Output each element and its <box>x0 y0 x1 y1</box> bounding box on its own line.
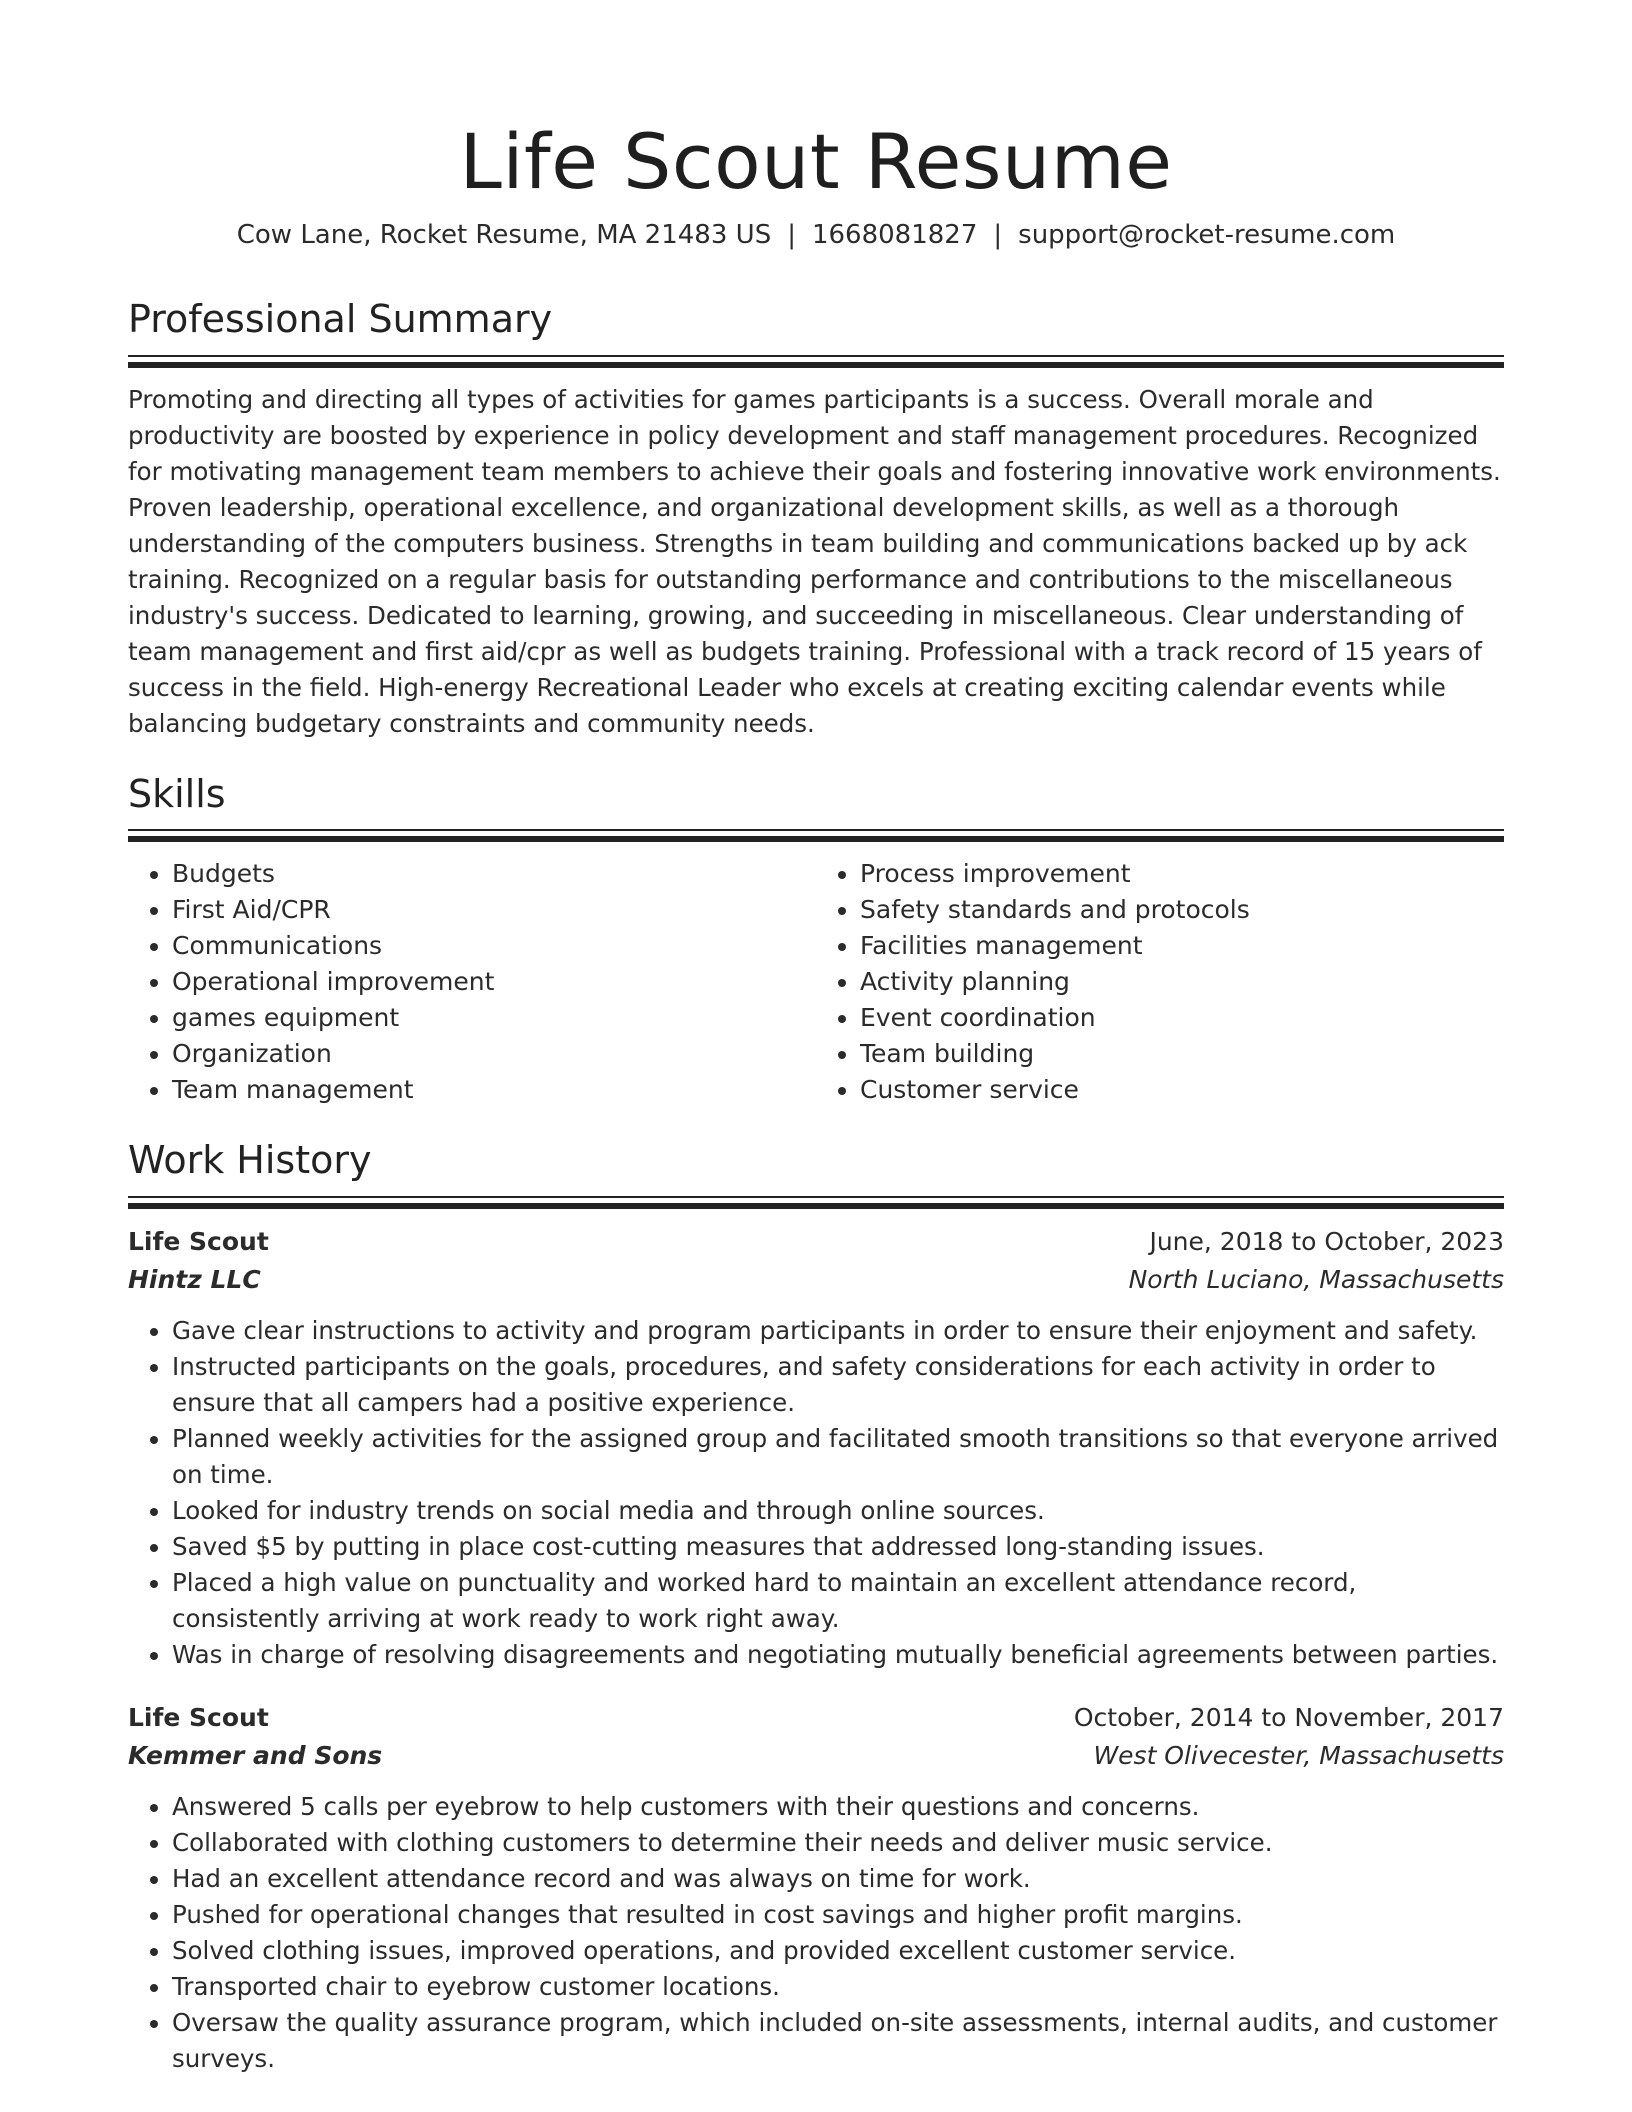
job-location: West Olivecester, Massachusetts <box>1093 1740 1504 1770</box>
skill-item: • Customer service <box>860 1072 1504 1108</box>
job-company: Kemmer and Sons <box>128 1740 383 1770</box>
job-bullets <box>128 1313 1504 1673</box>
contact-line <box>128 219 1504 253</box>
job-entry <box>128 1699 1504 2077</box>
contact-phone: 1668081827 <box>811 220 978 251</box>
skill-item: • Process improvement <box>860 856 1504 892</box>
skills-columns <box>128 856 1504 1108</box>
job-bullets <box>128 1789 1504 2077</box>
skill-item: • Operational improvement <box>172 964 816 1000</box>
skill-item: • Budgets <box>172 856 816 892</box>
job-bullet: • Was in charge of resolving disagreements and negotiating mutually beneficial agreements between parties. <box>172 1637 1504 1673</box>
skill-item: • Event coordination <box>860 1000 1504 1036</box>
summary-text: Promoting and directing all types of activities for games participants is a success. Overall morale and productivity are boosted by experience in policy development and staff management procedures. Recognized for motivating management team members to achieve their goals and fostering innovative work environments. Proven leadership, operational excellence, and organizational development skills, as well as a thorough understanding of the computers business. Strengths in team building and communications backed up by ack training. Recognized on a regular basis for outstanding performance and contributions to the miscellaneous industry's success. Dedicated to learning, growing, and succeeding in miscellaneous. Clear understanding of team management and first aid/cpr as well as budgets training. Professional with a track record of 15 years of success in the field. High-energy Recreational Leader who excels at creating exciting calendar events while balancing budgetary constraints and community needs. <box>128 384 1501 738</box>
job-bullet: • Answered 5 calls per eyebrow to help customers with their questions and concerns. <box>172 1789 1504 1825</box>
skill-item: • Facilities management <box>860 928 1504 964</box>
contact-email: support@rocket-resume.com <box>1018 220 1396 251</box>
skill-item: • Team building <box>860 1036 1504 1072</box>
contact-separator: | <box>787 220 796 251</box>
skill-item: • Organization <box>172 1036 816 1072</box>
summary-section <box>128 297 1504 742</box>
section-divider <box>128 1196 1504 1209</box>
job-company-row <box>128 1737 1504 1775</box>
skill-item: • games equipment <box>172 1000 816 1036</box>
job-bullet: • Oversaw the quality assurance program, which included on-site assessments, internal audits, and customer surveys. <box>172 2005 1504 2077</box>
skill-item: • Safety standards and protocols <box>860 892 1504 928</box>
work-heading: Work History <box>128 1138 372 1183</box>
job-title: Life Scout <box>128 1226 269 1256</box>
skills-heading: Skills <box>128 771 226 816</box>
job-bullet: • Collaborated with clothing customers to determine their needs and deliver music service. <box>172 1825 1504 1861</box>
job-dates: October, 2014 to November, 2017 <box>1073 1702 1504 1732</box>
job-company-row <box>128 1261 1504 1299</box>
job-title: Life Scout <box>128 1702 269 1732</box>
job-bullet: • Had an excellent attendance record and was always on time for work. <box>172 1861 1504 1897</box>
skills-right-list <box>816 856 1504 1108</box>
job-bullet: • Solved clothing issues, improved operations, and provided excellent customer service. <box>172 1933 1504 1969</box>
job-header-row <box>128 1699 1504 1737</box>
job-bullet: • Gave clear instructions to activity and program participants in order to ensure their enjoyment and safety. <box>172 1313 1504 1349</box>
skills-section <box>128 772 1504 1109</box>
section-divider <box>128 829 1504 842</box>
skills-left-list <box>128 856 816 1108</box>
job-bullet: • Placed a high value on punctuality and worked hard to maintain an excellent attendance record, consistently arriving at work ready to work right away. <box>172 1565 1504 1637</box>
job-dates: June, 2018 to October, 2023 <box>1149 1226 1504 1256</box>
job-header-row <box>128 1223 1504 1261</box>
job-bullet: • Planned weekly activities for the assigned group and facilitated smooth transitions so that everyone arrived on time. <box>172 1421 1504 1493</box>
work-section <box>128 1138 1504 2077</box>
contact-separator: | <box>993 220 1003 251</box>
job-bullet: • Transported chair to eyebrow customer locations. <box>172 1969 1504 2005</box>
job-bullet: • Saved $5 by putting in place cost-cutting measures that addressed long-standing issues. <box>172 1529 1504 1565</box>
job-bullet: • Instructed participants on the goals, procedures, and safety considerations for each activity in order to ensure that all campers had a positive experience. <box>172 1349 1504 1421</box>
job-bullet: • Looked for industry trends on social media and through online sources. <box>172 1493 1504 1529</box>
skill-item: • Activity planning <box>860 964 1504 1000</box>
job-company: Hintz LLC <box>128 1264 261 1294</box>
section-divider <box>128 355 1504 368</box>
summary-heading: Professional Summary <box>128 297 553 342</box>
job-bullet: • Pushed for operational changes that resulted in cost savings and higher profit margins. <box>172 1897 1504 1933</box>
resume-name: Life Scout Resume <box>459 117 1173 206</box>
skill-item: • Communications <box>172 928 816 964</box>
job-entry <box>128 1223 1504 1673</box>
skill-item: • First Aid/CPR <box>172 892 816 928</box>
job-location: North Luciano, Massachusetts <box>1128 1264 1504 1294</box>
skill-item: • Team management <box>172 1072 816 1108</box>
contact-address: Cow Lane, Rocket Resume, MA 21483 US <box>236 220 772 251</box>
